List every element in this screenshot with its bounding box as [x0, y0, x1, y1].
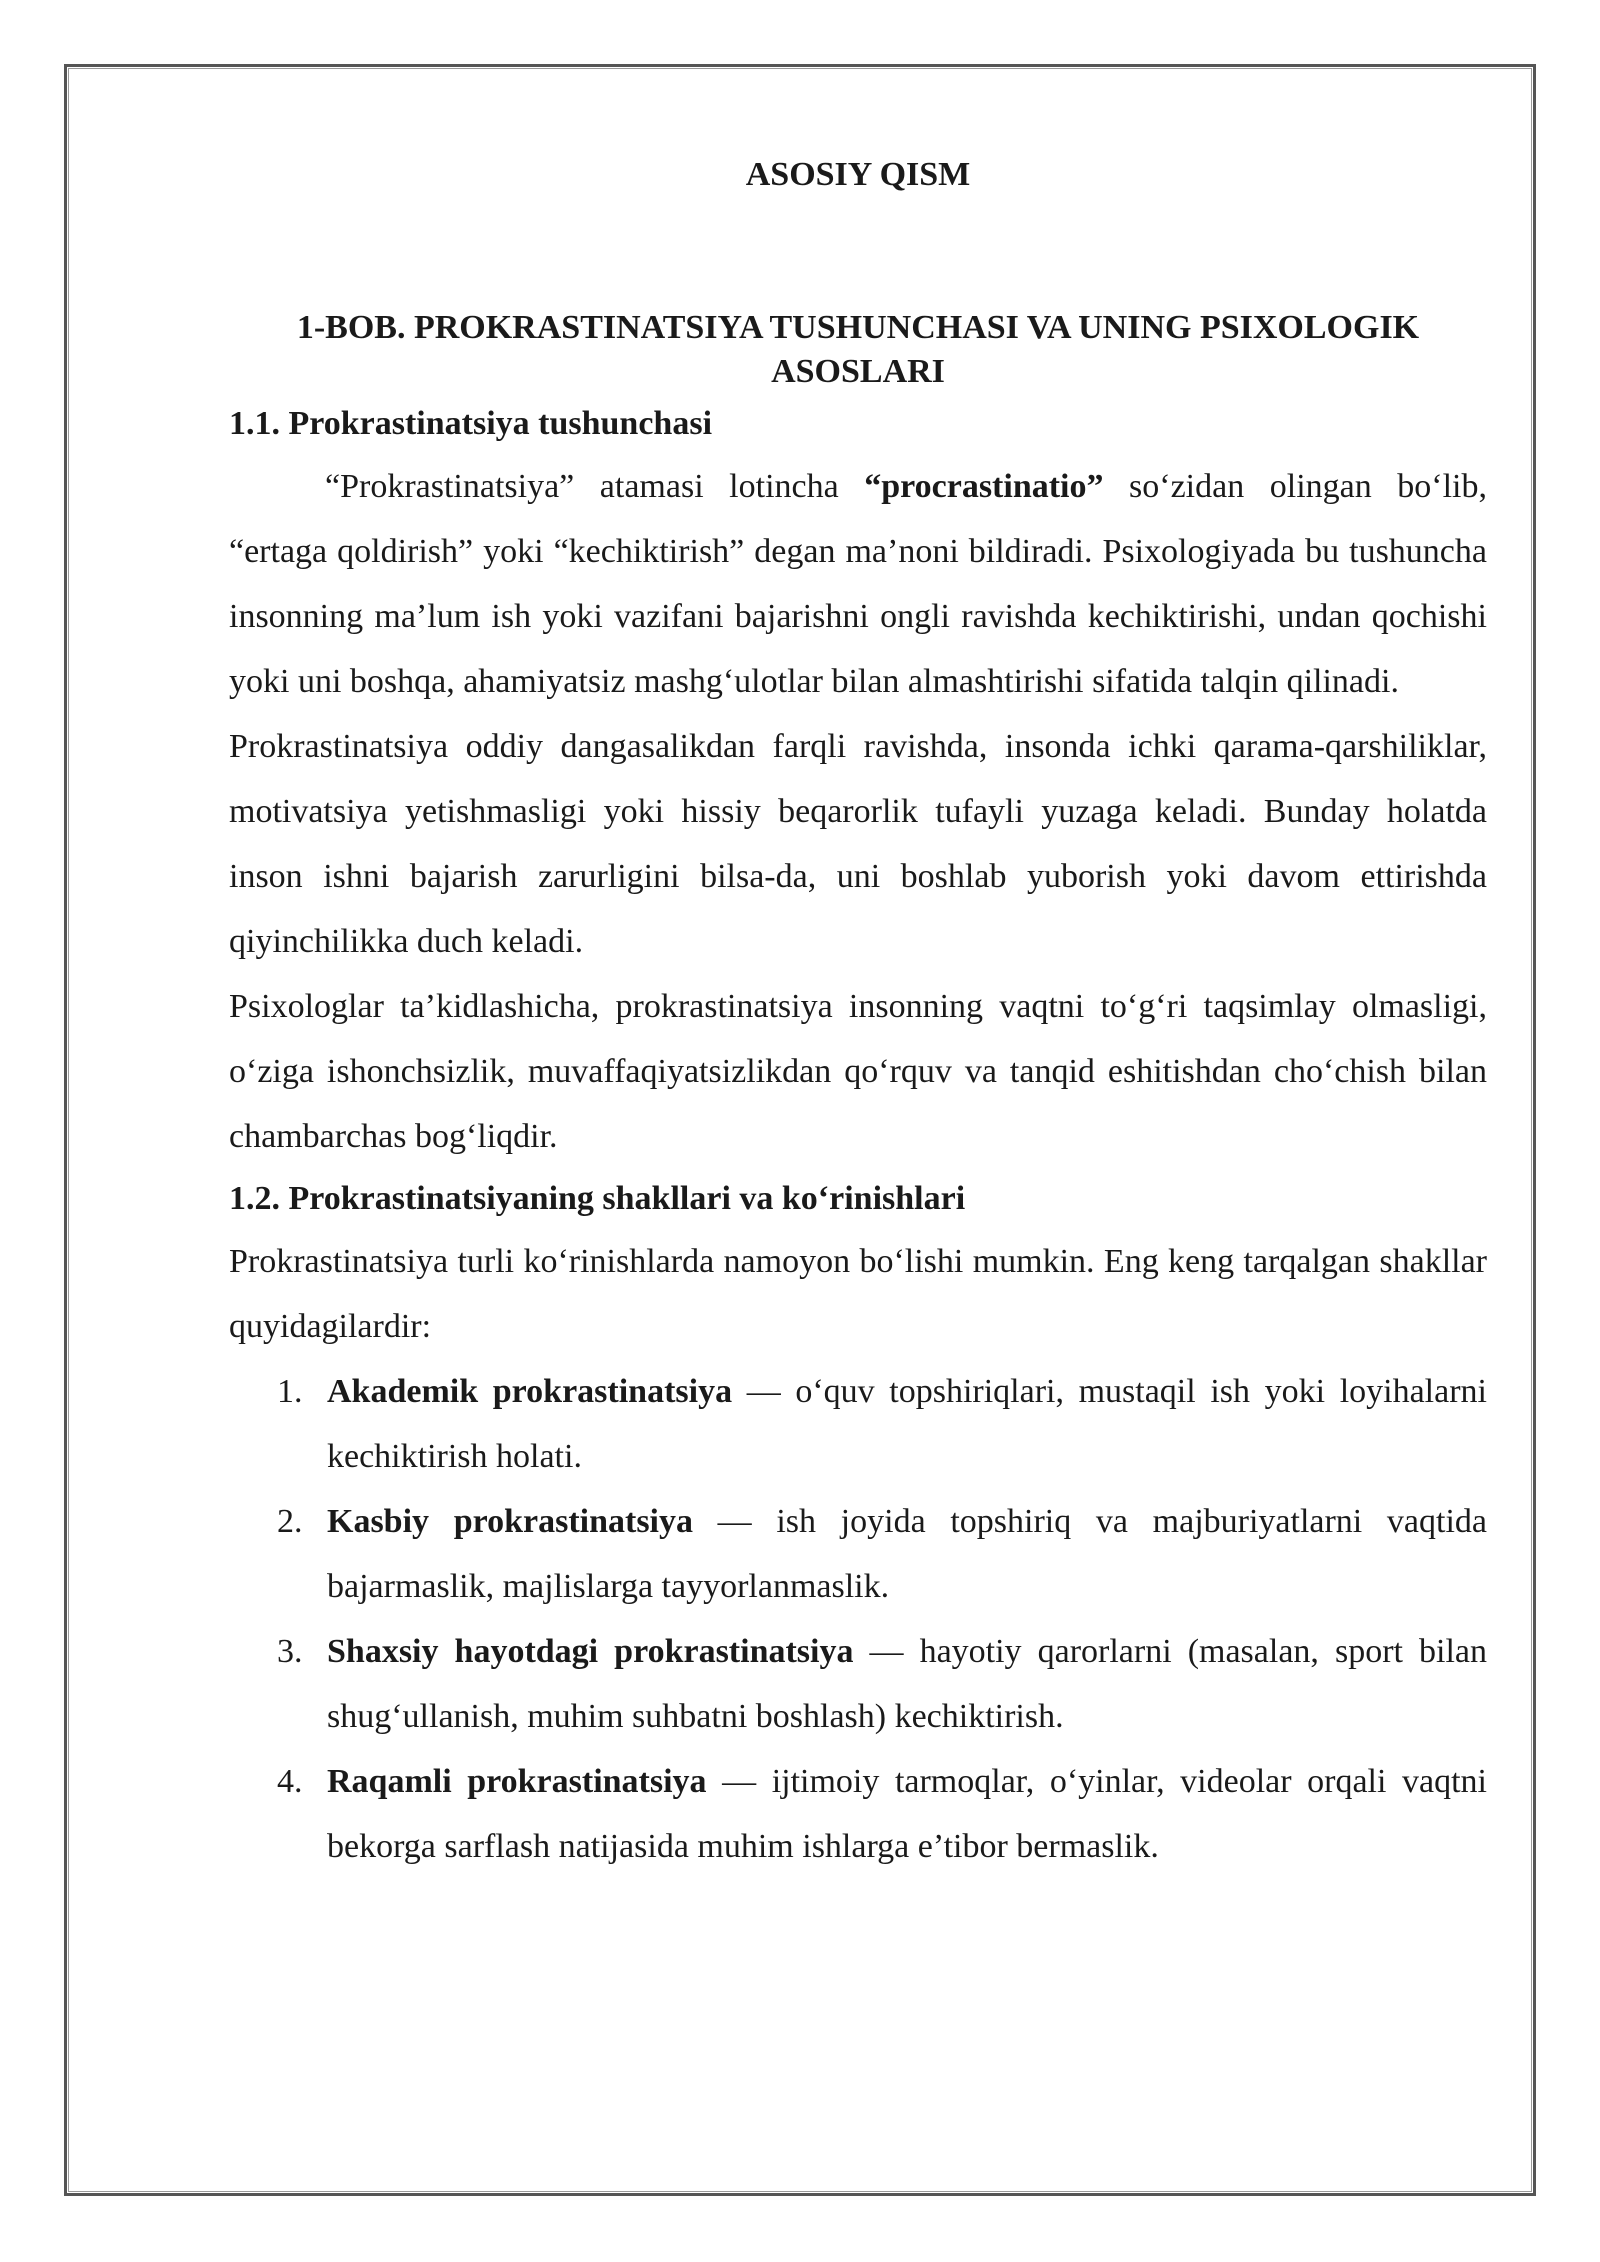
list-item [229, 1619, 1487, 1749]
list-item-description: — ijtimoiy tarmoqlar, o‘yinlar, videolar orqali vaqtni bekorga sarflash natijasida muhim ishlarga e’tibor bermaslik. [327, 1763, 1487, 1865]
latin-term: “procrastinatio” [864, 468, 1104, 505]
list-item [229, 1489, 1487, 1619]
section-heading-1-1: 1.1. Prokrastinatsiya tushunchasi [229, 405, 713, 442]
paragraph-forms-intro: Prokrastinatsiya turli ko‘rinishlarda namoyon bo‘lishi mumkin. Eng keng tarqalgan shakllar quyidagilardir: [229, 1243, 1487, 1345]
document-body [229, 140, 1487, 1879]
list-item-term: Raqamli prokrastinatsiya [327, 1763, 707, 1800]
forms-list [229, 1359, 1487, 1879]
list-item-number: 1. [277, 1373, 303, 1410]
list-item-term: Akademik prokrastinatsiya [327, 1373, 733, 1410]
paragraph-definition-start: “Prokrastinatsiya” atamasi lotincha [325, 468, 865, 505]
paragraph-psychologists: Psixologlar ta’kidlashicha, prokrastinatsiya insonning vaqtni to‘g‘ri taqsimlay olmasligi, o‘ziga ishonchsizlik, muvaffaqiyatsizlikdan qo‘rquv va tanqid eshitishdan cho‘chish bilan chambarchas bog‘liqdir. [229, 988, 1487, 1155]
list-item [229, 1359, 1487, 1489]
paragraph-definition-end: so‘zidan olingan bo‘lib, “ertaga qoldirish” yoki “kechiktirish” degan ma’noni bildiradi. Psixologiyada bu tushuncha insonning ma’lum ish yoki vazifani bajarishni ongli ravishda kechiktirishi, undan qochishi yoki uni boshqa, ahamiyatsiz mashg‘ulotlar bilan almashtirishi sifatida talqin qilinadi. [229, 468, 1487, 700]
main-title: ASOSIY QISM [745, 156, 971, 193]
list-item-description: — hayotiy qarorlarni (masalan, sport bilan shug‘ullanish, muhim suhbatni boshlash) kechiktirish. [327, 1633, 1487, 1735]
list-item-number: 2. [277, 1503, 303, 1540]
list-item-description: — o‘quv topshiriqlari, mustaqil ish yoki loyihalarni kechiktirish holati. [327, 1373, 1487, 1475]
paragraph-definition [229, 454, 1487, 714]
list-item [229, 1749, 1487, 1879]
list-item-term: Kasbiy prokrastinatsiya [327, 1503, 693, 1540]
paragraph-causes: Prokrastinatsiya oddiy dangasalikdan farqli ravishda, insonda ichki qarama-qarshiliklar, motivatsiya yetishmasligi yoki hissiy beqarorlik tufayli yuzaga keladi. Bunday holatda inson ishni bajarish zarurligini bilsa-da, uni boshlab yuborish yoki davom ettirishda qiyinchilikka duch keladi. [229, 728, 1487, 960]
list-item-number: 3. [277, 1633, 303, 1670]
chapter-title: 1-BOB. PROKRASTINATSIYA TUSHUNCHASI VA UNING PSIXOLOGIK ASOSLARI [296, 309, 1420, 390]
list-item-term: Shaxsiy hayotdagi prokrastinatsiya [327, 1633, 854, 1670]
list-item-description: — ish joyida topshiriq va majburiyatlarni vaqtida bajarmaslik, majlislarga tayyorlanmaslik. [327, 1503, 1487, 1605]
section-heading-1-2: 1.2. Prokrastinatsiyaning shakllari va ko‘rinishlari [229, 1180, 966, 1217]
list-item-number: 4. [277, 1763, 303, 1800]
